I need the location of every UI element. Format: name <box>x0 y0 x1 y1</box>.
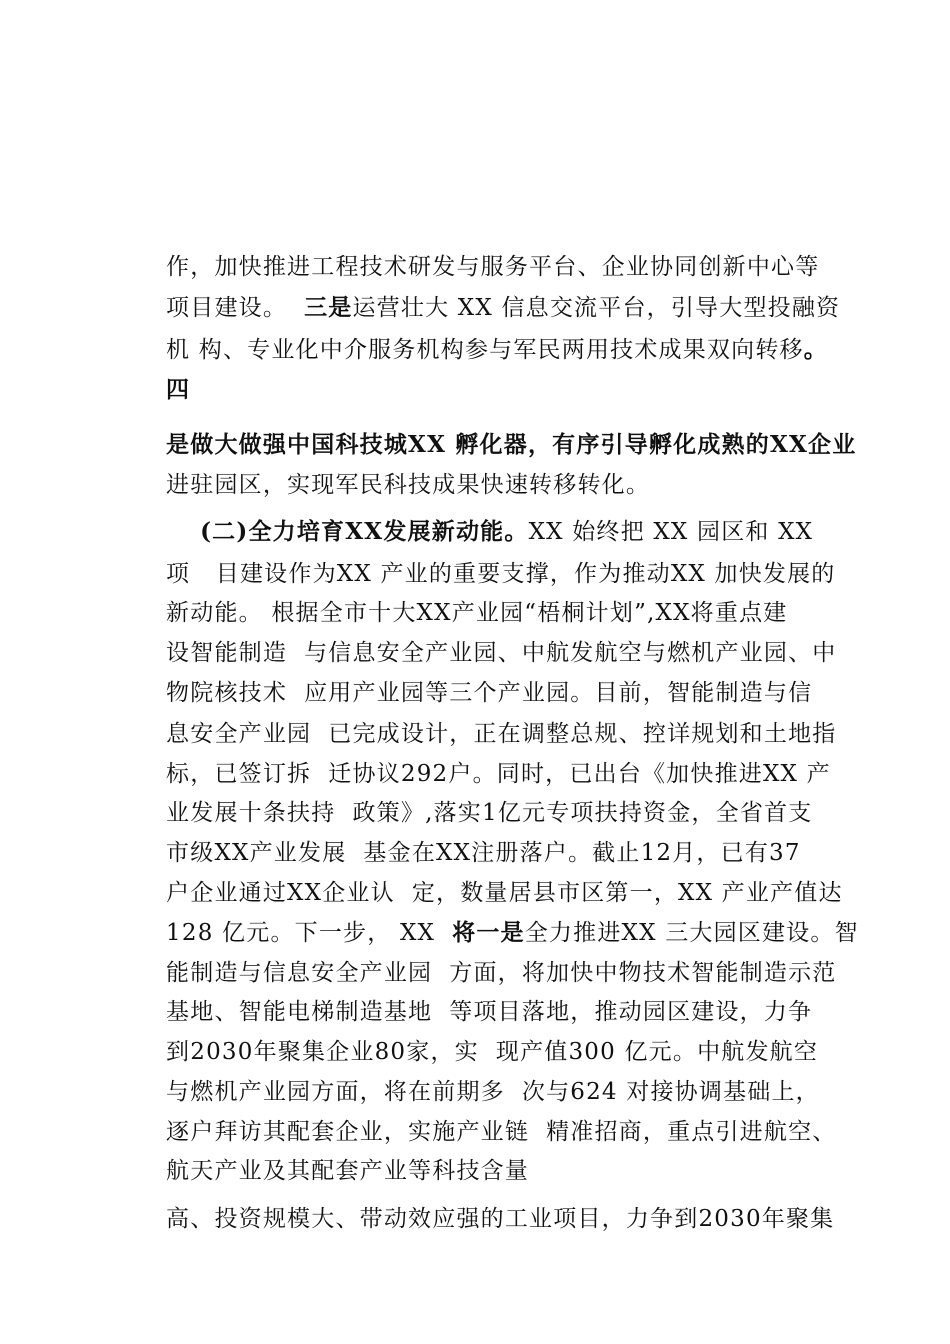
line-19-text: 基地、智能电梯制造基地 等项目落地，推动园区建设，力争 <box>166 999 813 1025</box>
text-line-3 <box>132 305 828 395</box>
line-20-text: 到2030年聚集企业80家，实 现产值300 亿元。中航发航空 <box>166 1039 819 1065</box>
line-23-text: 航天产业及其配套产业等科技含量 <box>166 1158 530 1184</box>
line-13-text: 标，已签订拆 迁协议292户。同时，已出台《加快推进XX 产 <box>166 761 831 787</box>
line-8-text: 项 目建设作为XX 产业的重要支撑，作为推动XX 加快发展的 <box>166 561 836 587</box>
line-2-text-bold: 三是 <box>304 294 353 321</box>
line-1-text: 作，加快推进工程技术研发与服务平台、企业协同创新中心等 <box>166 254 820 280</box>
line-7-text: XX 始终把 XX 园区和 XX <box>528 519 814 545</box>
line-22-text: 逐户拜访其配套企业，实施产业链 精准招商，重点引进航空、 <box>166 1119 837 1145</box>
section-heading: (二)全力培育XX发展新动能。 <box>200 518 529 545</box>
text-line-24 <box>132 1174 834 1264</box>
line-12-text: 息安全产业园 已完成设计，正在调整总规、控详规划和土地指 <box>166 721 837 747</box>
line-2-text-b: 运营壮大 XX 信息交流平台，引导大型投融资 <box>352 295 841 321</box>
line-5-text-bold: 是做大做强中国科技城XX 孵化器，有序引导孵化成熟的XX企业 <box>166 431 857 458</box>
line-11-text: 物院核技术 应用产业园等三个产业园。目前，智能制造与信 <box>166 680 813 706</box>
line-18-text: 能制造与信息安全产业园 方面，将加快中物技术智能制造示范 <box>166 960 837 986</box>
line-17-text-a: 128 亿元。下一步， XX <box>166 920 453 946</box>
line-21-text: 与燃机产业园方面，将在前期多 次与624 对接协调基础上， <box>166 1079 820 1105</box>
line-3-text-bold: 。 <box>803 336 828 363</box>
line-17-text-b: 全力推进XX 三大园区建设。智 <box>524 920 859 946</box>
line-14-text: 业发展十条扶持 政策》,落实1亿元专项扶持资金，全省首支 <box>166 800 813 826</box>
line-3-text: 机 构、专业化中介服务机构参与军民两用技术成果双向转移 <box>166 337 804 363</box>
line-4-text-bold: 四 <box>166 376 191 403</box>
line-15-text: 市级XX产业发展 基金在XX注册落户。截止12月，已有37 <box>166 840 801 866</box>
line-9-text: 新动能。 根据全市十大XX产业园“梧桐计划”,XX将重点建 <box>166 600 788 626</box>
line-10-text: 设智能制造 与信息安全产业园、中航发航空与燃机产业园、中 <box>166 640 837 666</box>
line-17-text-bold: 将一是 <box>452 919 525 946</box>
line-24-text: 高、投资规模大、带动效应强的工业项目，力争到2030年聚集 <box>166 1206 835 1232</box>
line-6-text: 进驻园区，实现军民科技成果快速转移转化。 <box>166 472 651 498</box>
line-16-text: 户企业通过XX企业认 定，数量居县市区第一，XX 产业产值达 <box>166 880 843 906</box>
line-2-text-a: 项目建设。 <box>166 295 305 321</box>
